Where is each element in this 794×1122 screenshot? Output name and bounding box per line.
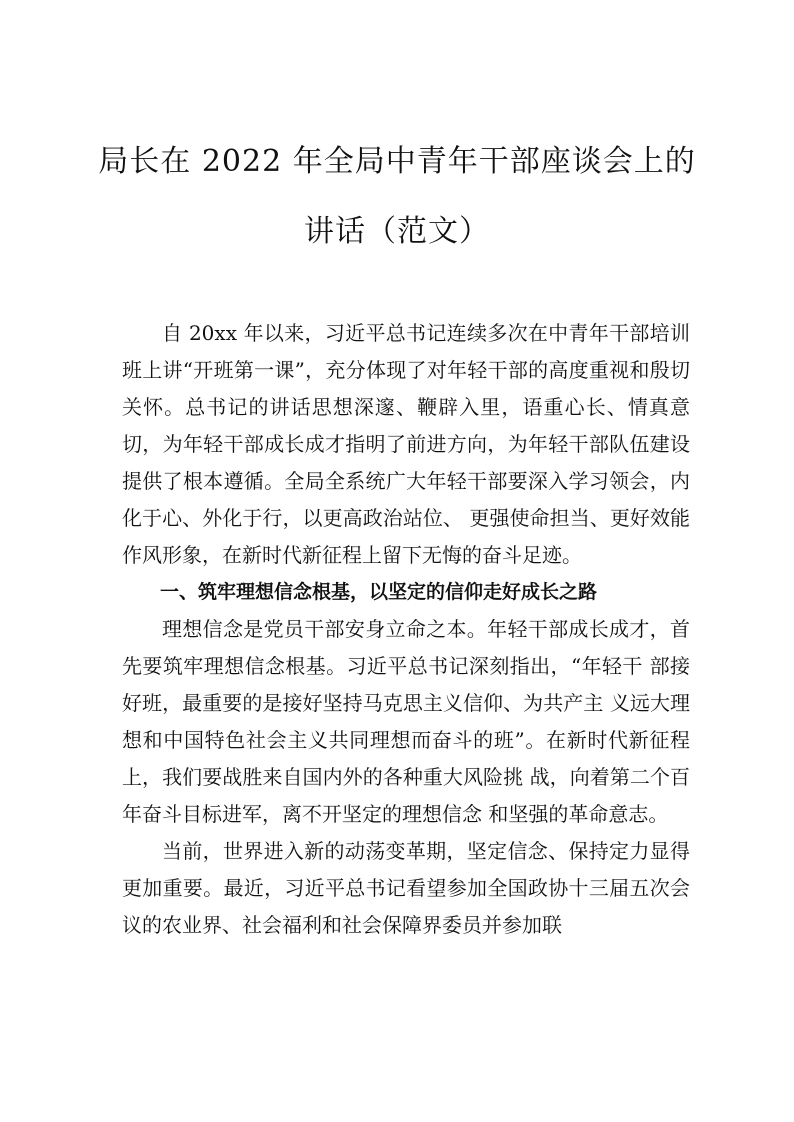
document-title-line-2: 讲话（范文） bbox=[304, 214, 490, 249]
section-heading-1: 一、筑牢理想信念根基，以坚定的信仰走好成长之路 bbox=[160, 581, 598, 603]
document-title-line-1: 局长在 2022 年全局中青年干部座谈会上的 bbox=[98, 144, 696, 179]
paragraph-section-1-continued: 当前，世界进入新的动荡变革期，坚定信念、保持定力显得更加重要。最近，习近平总书记看望参加全国政协十三届五次会议的农业界、社会福利和社会保障界委员并参加联 bbox=[122, 839, 690, 937]
paragraph-intro: 自 20xx 年以来，习近平总书记连续多次在中青年干部培训班上讲“开班第一课”，充分体现了对年轻干部的高度重视和殷切关怀。总书记的讲话思想深邃、鞭辟入里，语重心长、情真意切，为年轻干部成长成才指明了前进方向，为年轻干部队伍建设提供了根本遵循。全局全系统广大年轻干部要深入学习领会，内化于心、外化于行，以更高政治站位、 更强使命担当、更好效能作风形象，在新时代新征程上留下无悔的奋斗足迹。 bbox=[122, 321, 690, 567]
document-body bbox=[122, 315, 690, 944]
paragraph-section-1: 理想信念是党员干部安身立命之本。年轻干部成长成才，首先要筑牢理想信念根基。习近平总书记深刻指出，“年轻干 部接好班，最重要的是接好坚持马克思主义信仰、为共产主 义远大理想和中国特色社会主义共同理想而奋斗的班”。在新时代新征程上，我们要战胜来自国内外的各种重大风险挑 战，向着第二个百年奋斗目标进军，离不开坚定的理想信念 和坚强的革命意志。 bbox=[122, 617, 690, 826]
